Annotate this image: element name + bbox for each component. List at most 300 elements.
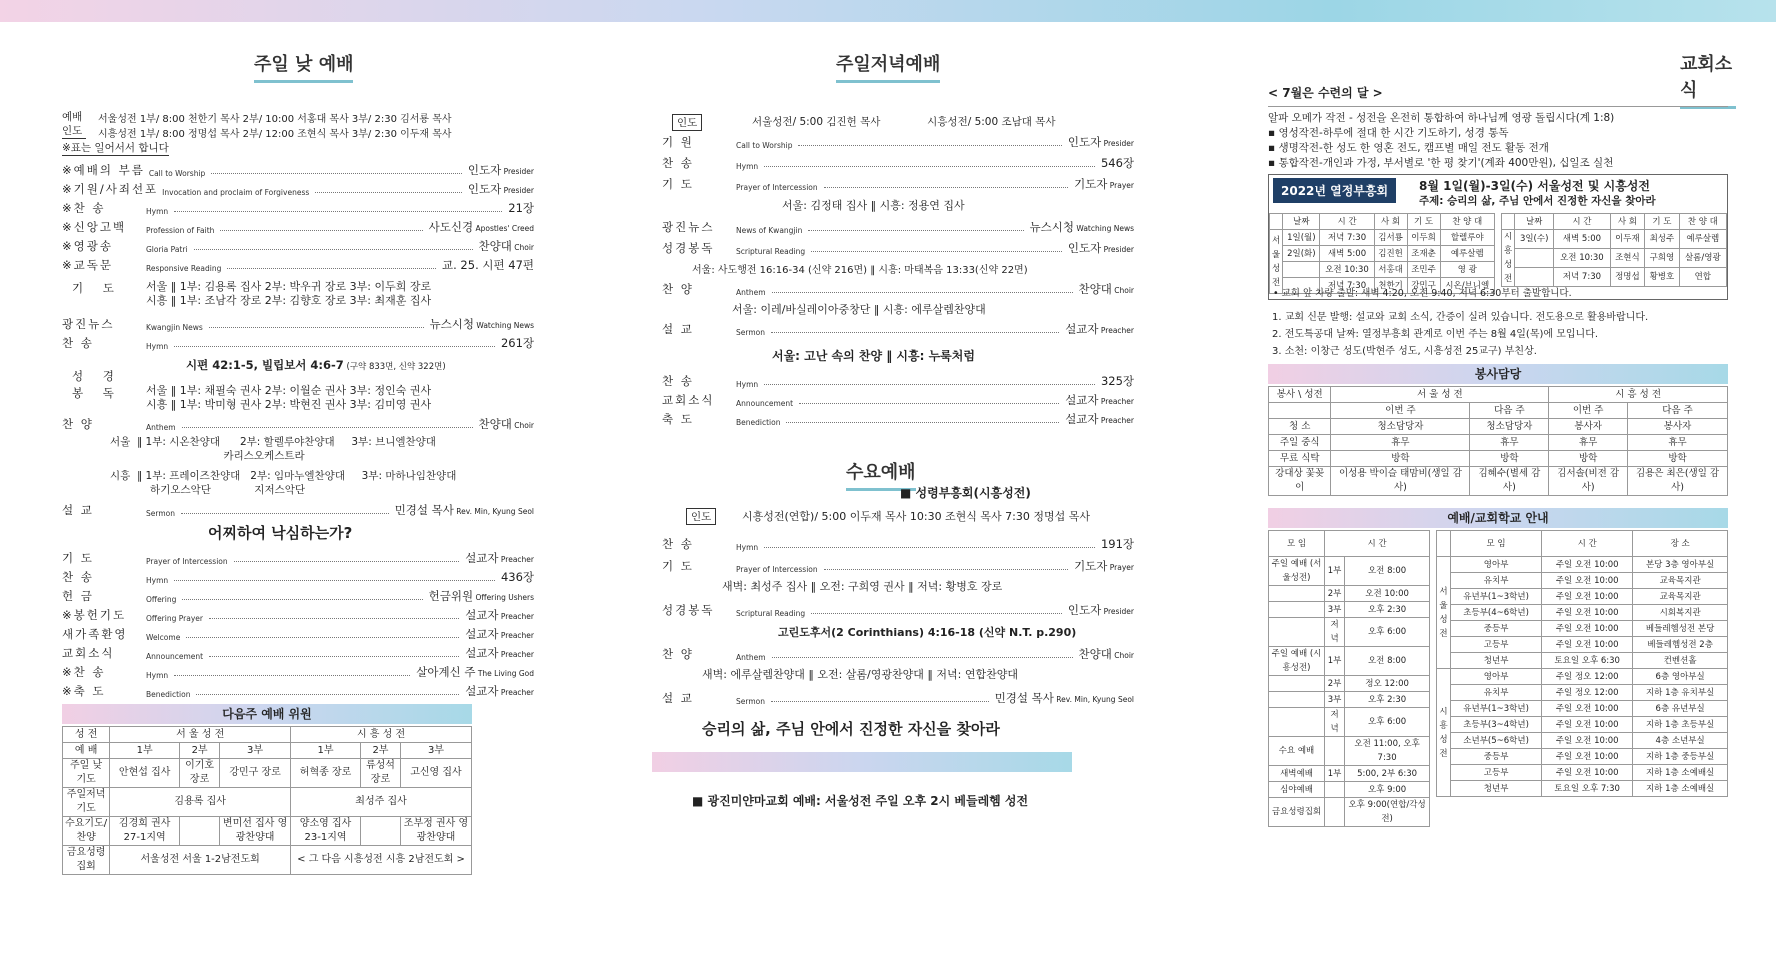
scripture-text: 시편 42:1-5, 빌립보서 4:6-7 (구약 833면, 신약 322면) <box>186 358 446 372</box>
cell: 새벽 5:00 <box>1554 230 1611 249</box>
cell: 안현섭 집사 <box>110 759 180 788</box>
cell: 토요일 오후 6:30 <box>1542 653 1633 669</box>
order-item2-1-leader <box>174 346 495 347</box>
service-row <box>1269 419 1728 435</box>
cell: 방학 <box>1331 451 1470 467</box>
cell: 봉사자 <box>1549 419 1628 435</box>
cell: 봉사 \ 성전 <box>1269 387 1331 403</box>
order-item3-2 <box>62 586 534 604</box>
cell: 고등부 <box>1451 765 1542 781</box>
evening-item3-2-leader <box>786 422 1059 423</box>
evening-item3-0-english: Hymn <box>736 380 759 389</box>
cell: 오전 10:30 <box>1554 249 1611 268</box>
cell: 1부 <box>1325 766 1345 782</box>
cell: 주일 예배 (서울성전) <box>1269 557 1325 586</box>
anthem-row-label: 찬 양 <box>62 417 94 431</box>
wednesday-item-0 <box>662 534 1134 552</box>
evening-sermon-line: 서울: 고난 속의 찬양 ‖ 시흥: 누룩처럼 <box>772 349 975 363</box>
wednesday-sermon-leader <box>771 701 989 702</box>
order-item3-7-label: ※축 도 <box>62 684 106 698</box>
evening-anthem-english: Anthem <box>736 288 766 297</box>
sermon-row-leader <box>181 513 389 514</box>
revival-box <box>1268 174 1728 300</box>
cell: 베들레헴성전 2층 <box>1633 637 1728 653</box>
order-item3-4-english: Welcome <box>146 633 181 642</box>
reading-seoul: 서울 ‖ 1부: 채필숙 권사 2부: 이월순 권사 3부: 정인숙 권사 <box>146 384 432 397</box>
cell: 초등부(4~6학년) <box>1451 605 1542 621</box>
cell: 강대상 꽃꽂이 <box>1269 467 1331 496</box>
intro-line-1: ▪ 영성작전-하루에 절대 한 시간 기도하기, 성경 통독 <box>1268 127 1509 139</box>
order-item3-1-leader <box>174 580 495 581</box>
school-right-row <box>1437 717 1728 733</box>
sermon-row-value-english: Rev. Min, Kyung Seol <box>453 507 534 516</box>
service-row <box>1269 467 1728 496</box>
order-item3-0-label: 기 도 <box>62 551 94 565</box>
order-item2-1-value: 261장 <box>500 336 534 350</box>
sermon-row-english: Sermon <box>146 509 175 518</box>
cell: 3부 <box>1325 692 1345 708</box>
cell: 4층 소년부실 <box>1633 733 1728 749</box>
cell: 저녁 7:30 <box>1554 268 1611 287</box>
cell: 다음 주 <box>1628 403 1728 419</box>
school-right-row <box>1437 557 1728 573</box>
evening-item2-0-value-english: Watching News <box>1074 224 1134 233</box>
evening-item2-0 <box>662 217 1134 235</box>
cell: 오전 8:00 <box>1345 557 1430 586</box>
evening-anthem-value-english: Choir <box>1111 286 1134 295</box>
cell: 구희영 <box>1645 249 1679 268</box>
order-item2-0-leader <box>209 327 424 328</box>
order-item2-1-english: Hymn <box>146 342 169 351</box>
next-week-bar: 다음주 예배 위원 <box>62 704 472 724</box>
school-right-row <box>1437 653 1728 669</box>
order-item-2 <box>62 198 534 216</box>
cell: 청년부 <box>1451 653 1542 669</box>
cell: 오후 6:00 <box>1345 708 1430 737</box>
cell: 방학 <box>1549 451 1628 467</box>
cell: 중등부 <box>1451 621 1542 637</box>
evening-item3-0-label: 찬 송 <box>662 374 694 388</box>
evening-item-1 <box>662 153 1134 171</box>
order-item-5-leader <box>227 268 436 269</box>
revival-note: • 교회 앞 차량 출발: 새벽 4:20, 오전 9:40, 저녁 6:30부터 출발합니다. <box>1273 288 1572 299</box>
order-item3-0-english: Prayer of Intercession <box>146 557 228 566</box>
order-item3-1-label: 찬 송 <box>62 570 94 584</box>
order-item2-0-value: 뉴스시청 Watching News <box>429 317 534 331</box>
cell: 정명섭 <box>1610 268 1644 287</box>
revival-subtitle: ■ 성령부흥회(시흥성전) <box>900 486 1031 500</box>
month-theme: < 7월은 수련의 달 > <box>1268 86 1383 100</box>
school-left-table <box>1268 530 1430 827</box>
cell: 6층 유년부실 <box>1633 701 1728 717</box>
cell: 천한기 <box>1374 278 1407 294</box>
worship-lead-seoul: 서울성전 1부/ 8:00 천한기 목사 2부/ 10:00 서홍대 목사 3부/ 2:30 김서룡 목사 <box>98 114 452 125</box>
cell: 새벽예배 <box>1269 766 1325 782</box>
order-item3-1-value: 436장 <box>500 570 534 584</box>
cell: 다음 주 <box>1470 403 1549 419</box>
cell: 3부 <box>400 743 471 759</box>
school-right-table <box>1436 530 1728 797</box>
evening-item2-1-value-english: Presider <box>1101 245 1134 254</box>
cell: 봉사자 <box>1628 419 1728 435</box>
wednesday-title: 수요예배 <box>846 458 916 491</box>
cell: 지하 1층 중등부실 <box>1633 749 1728 765</box>
wednesday-item-1-value-english: Prayer <box>1107 563 1134 572</box>
wednesday-item-0-english: Hymn <box>736 543 759 552</box>
evening-item3-1-value-english: Preacher <box>1098 397 1134 406</box>
cell: 유년부(1~3학년) <box>1451 701 1542 717</box>
order-item3-5-label: 교회소식 <box>62 646 115 660</box>
cell: 황병호 <box>1645 268 1679 287</box>
wednesday-sermon-label: 설 교 <box>662 691 694 705</box>
next-week-row <box>63 727 472 743</box>
wednesday-item-1-english: Prayer of Intercession <box>736 565 818 574</box>
evening-item-2-label: 기 도 <box>662 177 694 191</box>
cell: 양소영 집사 23-1지역 <box>291 817 361 846</box>
cell: 심야예배 <box>1269 782 1325 798</box>
cell: 오전 10:00 <box>1345 586 1430 602</box>
cell: 1부 <box>110 743 180 759</box>
cell: 찬 양 대 <box>1440 214 1494 230</box>
wednesday-item-1 <box>662 556 1134 574</box>
school-right-row <box>1437 781 1728 797</box>
evening-item-0 <box>662 132 1134 150</box>
cell: 오후 9:00 <box>1345 782 1430 798</box>
cell: 오후 2:30 <box>1345 692 1430 708</box>
order-item3-2-label: 헌 금 <box>62 589 94 603</box>
cell <box>1269 602 1325 618</box>
myanmar-church-note: ■ 광진미얀마교회 예배: 서울성전 주일 오후 2시 베들레헴 성전 <box>692 794 1029 808</box>
intro-line-0: 알파 오메가 작전 - 성전을 온전히 통합하여 하나님께 영광 돌립시다(계 1:8) <box>1268 112 1615 124</box>
cell: 오전 8:00 <box>1345 647 1430 676</box>
cell: 강민구 <box>1407 278 1440 294</box>
evening-item-1-leader <box>764 166 1095 167</box>
order-item3-4-value-english: Preacher <box>498 631 534 640</box>
anthem-row-leader <box>182 427 473 428</box>
school-bar: 예배/교회학교 안내 <box>1268 508 1728 528</box>
evening-sermon-value: 설교자 Preacher <box>1065 322 1134 336</box>
order-item-5-label: ※교독문 <box>62 258 113 272</box>
cell: 컨벤션홀 <box>1633 653 1728 669</box>
cell: 지하 1층 소예배실 <box>1633 781 1728 797</box>
cell <box>1270 214 1283 230</box>
anthem-row-english: Anthem <box>146 423 176 432</box>
evening-anthem-leader <box>772 292 1073 293</box>
cell <box>180 817 220 846</box>
cell: 방학 <box>1628 451 1728 467</box>
evening-item3-2-english: Benediction <box>736 418 781 427</box>
wednesday-reading <box>662 600 1134 618</box>
revival-siheung-table <box>1501 213 1727 287</box>
cell: 김용은 최은(생일 감사) <box>1628 467 1728 496</box>
cell: 서울성전 <box>1270 230 1283 294</box>
wednesday-anthem-leader <box>772 657 1073 658</box>
order-item-3-english: Profession of Faith <box>146 226 215 235</box>
cell: 주일 오전 10:00 <box>1542 733 1633 749</box>
revival-seoul-table <box>1269 213 1495 294</box>
cell: 기 도 <box>1645 214 1679 230</box>
cell: 예루살렘 <box>1440 246 1494 262</box>
cell: 시흥성전 <box>1502 230 1515 287</box>
next-week-row <box>63 788 472 817</box>
cell: 중등부 <box>1451 749 1542 765</box>
cell: 1부 <box>1325 647 1345 676</box>
evening-item2-0-leader <box>808 230 1023 231</box>
order-item2-0-value-english: Watching News <box>474 321 534 330</box>
wednesday-item-1-value: 기도자 Prayer <box>1074 559 1134 573</box>
school-left-row <box>1269 737 1430 766</box>
cell: 저녁 7:30 <box>1320 278 1374 294</box>
order-item-2-value: 21장 <box>508 201 534 215</box>
cell <box>360 817 400 846</box>
order-item2-1-label: 찬 송 <box>62 336 94 350</box>
evening-item-2 <box>662 174 1134 192</box>
cell: 예루살렘 <box>1679 230 1726 249</box>
wednesday-anthem-line: 새벽: 에루살렘찬양대 ‖ 오전: 살롬/영광찬양대 ‖ 저녁: 연합찬양대 <box>702 668 1018 681</box>
cell: 지하 1층 초등부실 <box>1633 717 1728 733</box>
sermon-row-value: 민경설 목사 Rev. Min, Kyung Seol <box>394 503 534 517</box>
order-item-1-value: 인도자 Presider <box>467 182 534 196</box>
wednesday-lead-label: 인도 <box>686 508 716 525</box>
order-item-5 <box>62 255 534 273</box>
revival-head <box>1270 214 1495 230</box>
cell: 영 광 <box>1440 262 1494 278</box>
order-item-5-english: Responsive Reading <box>146 264 222 273</box>
order-item3-7-value: 설교자 Preacher <box>465 684 534 698</box>
cell: 이번 주 <box>1331 403 1470 419</box>
cell: 성 전 <box>63 727 110 743</box>
lead-label: 인도 <box>672 114 702 131</box>
cell: 서울성전 <box>1437 557 1451 669</box>
anthem-line-3: 하기오스악단 지저스악단 <box>110 484 306 496</box>
cell: 청소담당자 <box>1470 419 1549 435</box>
evening-item3-2-label: 축 도 <box>662 412 694 426</box>
anthem-line-2: 시흥 ‖ 1부: 프레이즈찬양대 2부: 임마누엘찬양대 3부: 마하나임찬양대 <box>110 470 457 482</box>
evening-item-2-english: Prayer of Intercession <box>736 183 818 192</box>
cell: 최성주 집사 <box>291 788 472 817</box>
cell: 주일 오전 10:00 <box>1542 605 1633 621</box>
order-item3-6-value-english: The Living God <box>475 669 534 678</box>
evening-reading: 서울: 사도행전 16:16-34 (신약 216면) ‖ 시흥: 마태복음 13:33(신약 22면) <box>692 265 1028 276</box>
evening-item-0-english: Call to Worship <box>736 141 793 150</box>
order-item-1-value-english: Presider <box>501 186 534 195</box>
cell: 서울성전 서울 1-2남전도회 <box>110 846 291 875</box>
sermon-row <box>62 500 534 518</box>
order-item-0-value-english: Presider <box>501 167 534 176</box>
cell: 주일 오전 10:00 <box>1542 717 1633 733</box>
cell: 기 도 <box>1407 214 1440 230</box>
wednesday-item-0-value: 191장 <box>1100 537 1134 551</box>
scripture-page: (구약 833면, 신약 322면) <box>343 362 446 372</box>
order-item-1-leader <box>315 192 462 193</box>
order-item3-0-leader <box>234 561 460 562</box>
school-right-row <box>1437 669 1728 685</box>
school-right-row <box>1437 733 1728 749</box>
order-item3-2-leader <box>182 599 422 600</box>
revival-seoul-row <box>1270 262 1495 278</box>
school-right-row <box>1437 749 1728 765</box>
evening-item3-1-label: 교회소식 <box>662 393 715 407</box>
wednesday-reading-label: 성경봉독 <box>662 603 715 617</box>
order-item-4-english: Gloria Patri <box>146 245 188 254</box>
revival-title: 8월 1일(월)-3일(수) 서울성전 및 시흥성전 <box>1419 179 1650 193</box>
wednesday-sermon-value-english: Rev. Min, Kyung Seol <box>1053 695 1134 704</box>
school-right-row <box>1437 589 1728 605</box>
wednesday-reading-leader <box>811 613 1062 614</box>
reading-siheung: 시흥 ‖ 1부: 박미형 권사 2부: 박현진 권사 3부: 김미영 권사 <box>146 398 432 411</box>
cell: 이성용 박이슬 태맘비(생일 감사) <box>1331 467 1470 496</box>
order-item-4-leader <box>194 249 473 250</box>
sunday-evening-column <box>662 22 1134 973</box>
order-item-0 <box>62 160 534 178</box>
cell: 3일(수) <box>1515 230 1554 249</box>
service-row <box>1269 435 1728 451</box>
evening-item3-0-value: 325장 <box>1100 374 1134 388</box>
wednesday-item-1-label: 기 도 <box>662 559 694 573</box>
order-item3-4 <box>62 624 534 642</box>
cell: 조부정 권사 영광찬양대 <box>400 817 471 846</box>
cell: 3부 <box>220 743 291 759</box>
cell: 저녁 <box>1325 618 1345 647</box>
order-item2-0 <box>62 314 534 332</box>
cell: 모 임 <box>1269 531 1325 557</box>
cell: 무료 식탁 <box>1269 451 1331 467</box>
cell <box>1325 737 1345 766</box>
order-item3-6-leader <box>174 675 410 676</box>
revival-head <box>1502 214 1727 230</box>
revival-seoul-row <box>1270 246 1495 262</box>
order-item3-6-value: 살아계신 주 The Living God <box>416 665 534 679</box>
anthem-row-value-english: Choir <box>511 421 534 430</box>
evening-sermon <box>662 319 1134 337</box>
evening-sermon-english: Sermon <box>736 328 765 337</box>
order-item-2-label: ※찬 송 <box>62 201 106 215</box>
evening-item3-2-value-english: Preacher <box>1098 416 1134 425</box>
evening-item-0-leader <box>798 145 1061 146</box>
school-right-row <box>1437 621 1728 637</box>
cell: 주일 오전 10:00 <box>1542 701 1633 717</box>
cell: 2부 <box>180 743 220 759</box>
cell: 수요기도/찬양 <box>63 817 110 846</box>
cell: 지하 1층 소예배실 <box>1633 765 1728 781</box>
cell: 사 회 <box>1610 214 1644 230</box>
cell: 이두희 <box>1407 230 1440 246</box>
prayer-seoul: 서울 ‖ 1부: 김용록 집사 2부: 박우귀 장로 3부: 이두희 장로 <box>146 280 432 293</box>
cell: 찬 양 대 <box>1679 214 1726 230</box>
cell: 2부 <box>1325 586 1345 602</box>
order-item-4-value-english: Choir <box>511 243 534 252</box>
next-week-row <box>63 817 472 846</box>
cell: 사 회 <box>1374 214 1407 230</box>
cell: 유치부 <box>1451 573 1542 589</box>
order-item3-6-label: ※찬 송 <box>62 665 106 679</box>
evening-item2-1-label: 성경봉독 <box>662 241 715 255</box>
order-item3-0-value-english: Preacher <box>498 555 534 564</box>
wednesday-anthem-label: 찬 양 <box>662 647 694 661</box>
cell: 교육목지관 <box>1633 573 1728 589</box>
evening-item3-1-english: Announcement <box>736 399 794 408</box>
cell: 주일 정오 12:00 <box>1542 685 1633 701</box>
cell: 주일저녁 기도 <box>63 788 110 817</box>
order-item-4-label: ※영광송 <box>62 239 113 253</box>
cell: 초등부(3~4학년) <box>1451 717 1542 733</box>
school-right-row <box>1437 573 1728 589</box>
cell <box>1283 262 1320 278</box>
prayer-siheung: 시흥 ‖ 1부: 조남각 장로 2부: 김향호 장로 3부: 최재훈 집사 <box>146 294 432 307</box>
evening-item3-1 <box>662 390 1134 408</box>
cell <box>1269 618 1325 647</box>
cell: 조재춘 <box>1407 246 1440 262</box>
cell: 주일 오전 10:00 <box>1542 573 1633 589</box>
cell: 김서룡 <box>1374 230 1407 246</box>
cell: 주일 오전 10:00 <box>1542 637 1633 653</box>
cell: 예 배 <box>63 743 110 759</box>
cell <box>1269 676 1325 692</box>
evening-item3-1-value: 설교자 Preacher <box>1065 393 1134 407</box>
order-item3-5-value: 설교자 Preacher <box>465 646 534 660</box>
wednesday-anthem-english: Anthem <box>736 653 766 662</box>
evening-item2-0-label: 광진뉴스 <box>662 220 715 234</box>
order-item-0-leader <box>211 173 462 174</box>
order-item-0-english: Call to Worship <box>148 169 206 178</box>
intro-line-2: ▪ 생명작전-한 성도 한 영혼 전도, 캠프별 매일 전도 활동 전개 <box>1268 142 1549 154</box>
cell: 할렐루야 <box>1440 230 1494 246</box>
cell: 시 흥 성 전 <box>1549 387 1728 403</box>
cell: 금요성령집회 <box>63 846 110 875</box>
wednesday-reading-value-english: Presider <box>1101 607 1134 616</box>
wednesday-item-0-leader <box>764 547 1095 548</box>
cell <box>1502 214 1515 230</box>
cell: 1부 <box>1325 557 1345 586</box>
order-item3-2-value: 헌금위원 Offering Ushers <box>428 589 534 603</box>
cell: 2부 <box>360 743 400 759</box>
school-right-row <box>1437 701 1728 717</box>
cell: 영아부 <box>1451 669 1542 685</box>
evening-item-0-value-english: Presider <box>1101 139 1134 148</box>
cell: 이두재 <box>1610 230 1644 249</box>
cell: 휴무 <box>1628 435 1728 451</box>
school-right-row <box>1437 637 1728 653</box>
evening-anthem <box>662 279 1134 297</box>
cell <box>1515 268 1554 287</box>
cell: 5:00, 2부 6:30 <box>1345 766 1430 782</box>
order-item3-4-value: 설교자 Preacher <box>465 627 534 641</box>
sermon-row-label: 설 교 <box>62 503 94 517</box>
cell: 2일(화) <box>1283 246 1320 262</box>
evening-prayer: 서울: 김정태 집사 ‖ 시흥: 정용연 집사 <box>782 199 965 212</box>
cell: 날짜 <box>1283 214 1320 230</box>
cell: 오후 9:00(연합/각성전) <box>1345 798 1430 827</box>
cell: 영아부 <box>1451 557 1542 573</box>
evening-item2-0-value: 뉴스시청 Watching News <box>1029 220 1134 234</box>
cell: 변미선 집사 영광찬양대 <box>220 817 291 846</box>
decor-bar <box>652 752 1072 772</box>
cell: 6층 영아부실 <box>1633 669 1728 685</box>
wednesday-sermon-english: Sermon <box>736 697 765 706</box>
worship-lead-label: 예배 인도 <box>62 110 86 139</box>
evening-anthem-line: 서울: 이레/바실레이아중창단 ‖ 시흥: 에루살렘찬양대 <box>732 303 986 316</box>
cell: 시 흥 성 전 <box>291 727 472 743</box>
order-item3-7-english: Benediction <box>146 690 191 699</box>
order-item3-4-leader <box>186 637 459 638</box>
evening-item-2-value: 기도자 Prayer <box>1074 177 1134 191</box>
cell: 방학 <box>1470 451 1549 467</box>
cell: 모 임 <box>1451 531 1542 557</box>
order-item3-3-label: ※봉헌기도 <box>62 608 127 622</box>
cell: 김용록 집사 <box>110 788 291 817</box>
sermon-title: 어찌하여 낙심하는가? <box>208 524 353 542</box>
cell: 본당 3층 영아부실 <box>1633 557 1728 573</box>
